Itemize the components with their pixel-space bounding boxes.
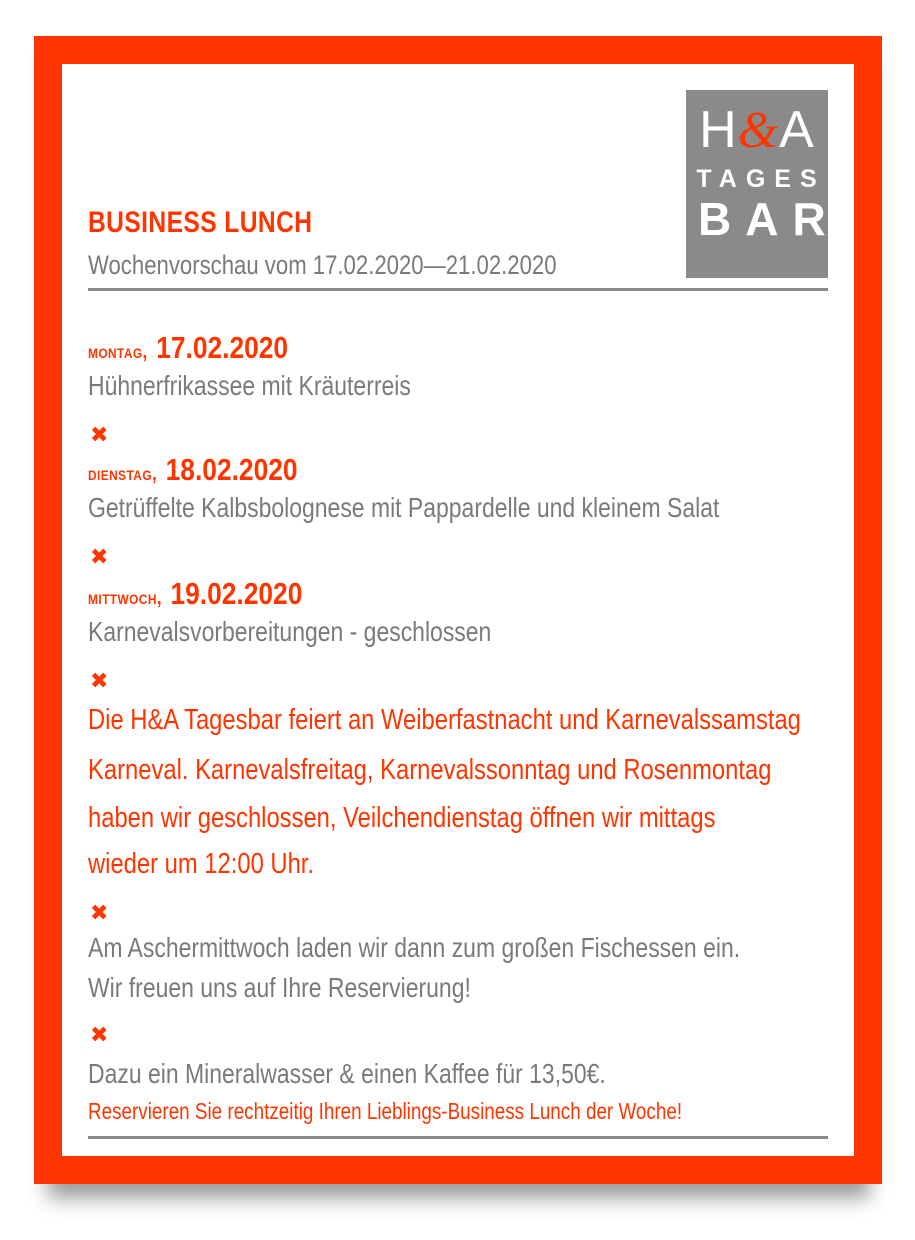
- cross-icon: ✖: [90, 544, 109, 569]
- dish-tuesday: Getrüffelte Kalbsbolognese mit Pappardelle und kleinem Salat: [88, 492, 720, 523]
- notice-line: wieder um 12:00 Uhr.: [88, 848, 315, 880]
- day-date: 19.02.2020: [170, 576, 303, 611]
- day-heading-monday: [88, 330, 288, 366]
- footer-divider: [88, 1136, 828, 1139]
- logo-bar: BAR: [698, 193, 840, 245]
- cross-icon: ✖: [90, 1022, 109, 1047]
- extras-text: Dazu ein Mineralwasser & einen Kaffee für 13,50€.: [88, 1058, 606, 1089]
- logo-ha: [686, 102, 828, 159]
- header-divider: [88, 288, 828, 291]
- cross-icon: ✖: [90, 668, 109, 693]
- day-heading-tuesday: [88, 452, 298, 488]
- logo-h: H: [699, 101, 738, 159]
- day-heading-wednesday: [88, 576, 302, 612]
- ash-wednesday-line: Wir freuen uns auf Ihre Reservierung!: [88, 972, 471, 1003]
- reservation-note: Reservieren Sie rechtzeitig Ihren Lieblings-Business Lunch der Woche!: [88, 1098, 683, 1124]
- day-name: montag,: [88, 341, 148, 363]
- notice-line: Die H&A Tagesbar feiert an Weiberfastnacht und Karnevalssamstag: [88, 704, 801, 736]
- cross-icon: ✖: [90, 900, 109, 925]
- ha-tagesbar-logo: [686, 90, 840, 278]
- notice-line: haben wir geschlossen, Veilchendienstag öffnen wir mittags: [88, 802, 716, 834]
- page-title: BUSINESS LUNCH: [88, 206, 313, 239]
- logo-ampersand: &: [737, 102, 780, 159]
- day-date: 18.02.2020: [165, 452, 298, 487]
- dish-monday: Hühnerfrikassee mit Kräuterreis: [88, 370, 411, 401]
- day-date: 17.02.2020: [156, 330, 289, 365]
- day-name: dienstag,: [88, 463, 158, 485]
- dish-wednesday: Karnevalsvorbereitungen - geschlossen: [88, 616, 492, 647]
- page-subtitle: Wochenvorschau vom 17.02.2020—21.02.2020: [88, 250, 557, 280]
- logo-tages: TAGES: [696, 165, 826, 193]
- ash-wednesday-line: Am Aschermittwoch laden wir dann zum großen Fischessen ein.: [88, 932, 741, 963]
- logo-a: A: [779, 101, 815, 159]
- day-name: mittwoch,: [88, 587, 162, 609]
- notice-line: Karneval. Karnevalsfreitag, Karnevalssonntag und Rosenmontag: [88, 754, 772, 786]
- cross-icon: ✖: [90, 422, 109, 447]
